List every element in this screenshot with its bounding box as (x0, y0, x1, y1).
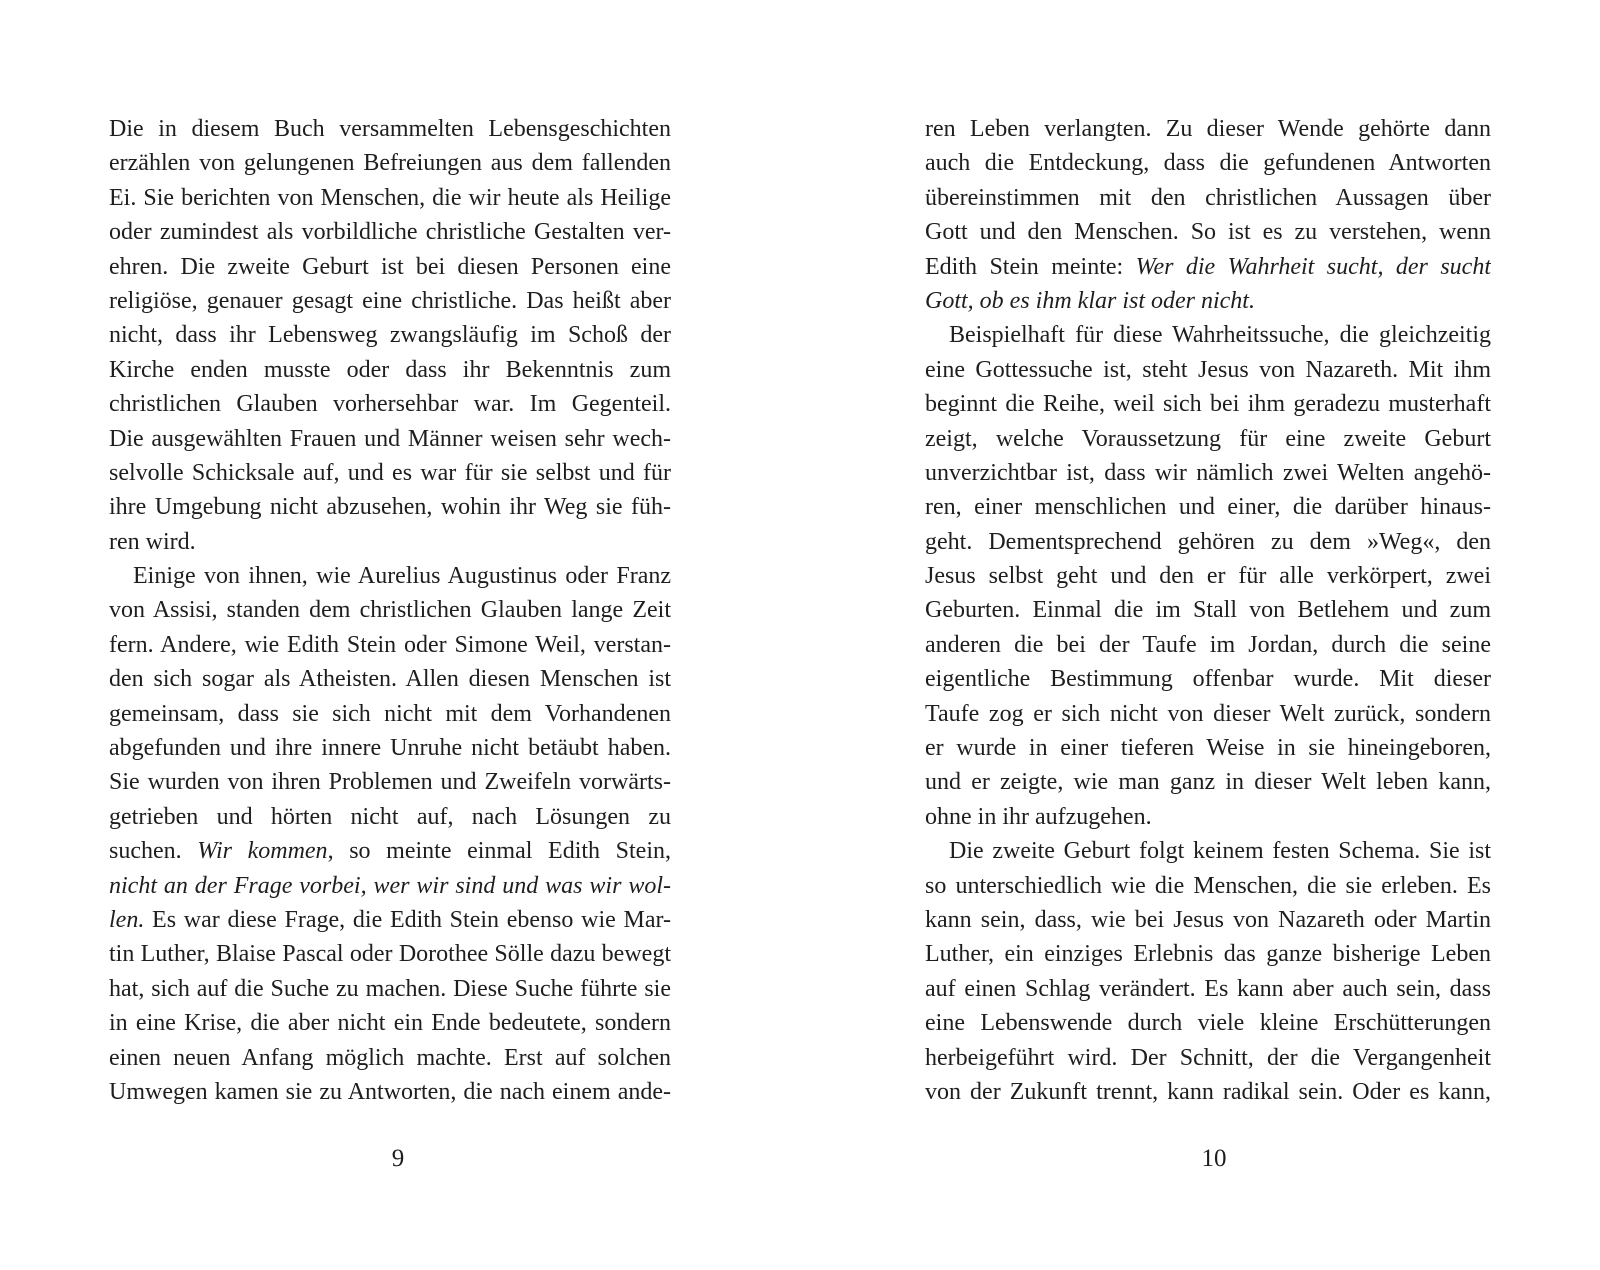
text-line (109, 387, 671, 421)
text-line (925, 456, 1491, 490)
text-segment: auf einen Schlag verändert. Es kann aber auch sein, dass (925, 975, 1491, 1002)
text-line (109, 250, 671, 284)
italic-text: len. (109, 906, 145, 933)
text-segment: selvolle Schicksale auf, und es war für sie selbst und für (109, 459, 671, 486)
text-line (109, 456, 671, 490)
text-segment: geht. Dementsprechend gehören zu dem »Weg«, den (925, 528, 1491, 555)
text-segment: von der Zukunft trennt, kann radikal sein. Oder es kann, (925, 1078, 1491, 1105)
text-segment: zeigt, welche Voraussetzung für eine zweite Geburt (925, 425, 1491, 452)
text-line (925, 490, 1491, 524)
text-segment: religiöse, genauer gesagt eine christliche. Das heißt aber (109, 287, 671, 314)
text-line (109, 869, 671, 903)
text-line (925, 765, 1491, 799)
text-line (925, 593, 1491, 627)
text-line (925, 250, 1491, 284)
text-segment: nicht, dass ihr Lebensweg zwangsläufig im Schoß der (109, 322, 671, 349)
text-segment: oder zumindest als vorbildliche christliche Gestalten ver- (109, 219, 671, 246)
text-line (109, 112, 671, 146)
text-segment: und er zeigte, wie man ganz in dieser Welt leben kann, (925, 769, 1491, 796)
text-line (109, 1006, 671, 1040)
text-line (109, 937, 671, 971)
text-line (109, 800, 671, 834)
page-number-right: 10 (1201, 1145, 1227, 1172)
text-segment: auch die Entdeckung, dass die gefundenen Antworten (925, 150, 1491, 177)
text-segment: erzählen von gelungenen Befreiungen aus dem fallenden (109, 150, 671, 177)
text-segment: er wurde in einer tieferen Weise in sie hineingeboren, (925, 735, 1491, 762)
text-line (925, 525, 1491, 559)
text-segment: Taufe zog er sich nicht von dieser Welt zurück, sondern (925, 700, 1491, 727)
text-line (925, 146, 1491, 180)
text-segment: Die ausgewählten Frauen und Männer weisen sehr wech- (109, 425, 671, 452)
text-line (925, 937, 1491, 971)
text-segment: ren wird. (109, 528, 196, 555)
text-segment: Es war diese Frage, die Edith Stein ebenso wie Mar- (144, 906, 671, 933)
text-segment: Einige von ihnen, wie Aurelius Augustinus oder Franz (133, 563, 671, 590)
text-segment: übereinstimmen mit den christlichen Aussagen über (925, 184, 1491, 211)
text-line (109, 1041, 671, 1075)
text-segment: in eine Krise, die aber nicht ein Ende bedeutete, sondern (109, 1010, 671, 1037)
text-line (109, 181, 671, 215)
text-line (925, 1041, 1491, 1075)
text-line (109, 628, 671, 662)
text-segment: beginnt die Reihe, weil sich bei ihm geradezu musterhaft (925, 391, 1491, 418)
text-segment: eigentliche Bestimmung offenbar wurde. Mit dieser (925, 666, 1491, 693)
text-line (925, 1006, 1491, 1040)
text-segment: Edith Stein meinte: (925, 253, 1136, 280)
text-segment: Geburten. Einmal die im Stall von Betlehem und zum (925, 597, 1491, 624)
text-line (109, 834, 671, 868)
text-line (925, 387, 1491, 421)
text-line (925, 422, 1491, 456)
text-segment: anderen die bei der Taufe im Jordan, durch die seine (925, 631, 1491, 658)
text-line (109, 593, 671, 627)
text-segment: einen neuen Anfang möglich machte. Erst auf solchen (109, 1044, 671, 1071)
page-number-left: 9 (391, 1145, 405, 1172)
text-line (109, 972, 671, 1006)
text-segment: so unterschiedlich wie die Menschen, die sie erleben. Es (925, 872, 1491, 899)
text-segment: abgefunden und ihre innere Unruhe nicht betäubt haben. (109, 735, 671, 762)
text-segment: Sie wurden von ihren Problemen und Zweifeln vorwärts- (109, 769, 671, 796)
text-line (109, 662, 671, 696)
text-segment: Umwegen kamen sie zu Antworten, die nach einem ande- (109, 1078, 671, 1105)
text-segment: christlichen Glauben vorhersehbar war. Im Gegenteil. (109, 391, 671, 418)
text-line (109, 353, 671, 387)
text-segment: tin Luther, Blaise Pascal oder Dorothee Sölle dazu bewegt (109, 941, 671, 968)
text-line (109, 318, 671, 352)
italic-text: Gott, ob es ihm klar ist oder nicht. (925, 287, 1255, 314)
text-segment: Jesus selbst geht und den er für alle verkörpert, zwei (925, 563, 1491, 590)
text-segment: den sich sogar als Atheisten. Allen diesen Menschen ist (109, 666, 671, 693)
text-line (925, 284, 1491, 318)
text-segment: ren, einer menschlichen und einer, die darüber hinaus- (925, 494, 1491, 521)
text-line (109, 525, 671, 559)
text-line (925, 662, 1491, 696)
text-line (925, 731, 1491, 765)
text-segment: getrieben und hörten nicht auf, nach Lösungen zu (109, 803, 671, 830)
text-segment: suchen. (109, 838, 198, 865)
text-segment: fern. Andere, wie Edith Stein oder Simone Weil, verstan- (109, 631, 671, 658)
text-segment: , so meinte einmal Edith Stein, (327, 838, 671, 865)
text-line (925, 834, 1491, 868)
text-line (925, 112, 1491, 146)
text-segment: eine Gottessuche ist, steht Jesus von Nazareth. Mit ihm (925, 356, 1491, 383)
text-segment: Beispielhaft für diese Wahrheitssuche, die gleichzeitig (949, 322, 1491, 349)
text-segment: von Assisi, standen dem christlichen Glauben lange Zeit (109, 597, 671, 624)
text-line (109, 903, 671, 937)
text-line (925, 628, 1491, 662)
text-segment: ehren. Die zweite Geburt ist bei diesen Personen eine (109, 253, 671, 280)
text-line (109, 731, 671, 765)
text-segment: kann sein, dass, wie bei Jesus von Nazareth oder Martin (925, 906, 1491, 933)
text-segment: Die zweite Geburt folgt keinem festen Schema. Sie ist (949, 838, 1491, 865)
text-line (109, 697, 671, 731)
text-line (925, 181, 1491, 215)
text-line (109, 284, 671, 318)
text-line (109, 765, 671, 799)
text-line (109, 215, 671, 249)
left-page-body (109, 112, 671, 1109)
right-page-body (925, 112, 1491, 1109)
text-line (925, 559, 1491, 593)
text-line (925, 1075, 1491, 1109)
text-segment: Ei. Sie berichten von Menschen, die wir heute als Heilige (109, 184, 671, 211)
text-segment: eine Lebenswende durch viele kleine Erschütterungen (925, 1010, 1491, 1037)
text-segment: ihre Umgebung nicht abzusehen, wohin ihr Weg sie füh- (109, 494, 671, 521)
text-segment: gemeinsam, dass sie sich nicht mit dem Vorhandenen (109, 700, 671, 727)
italic-text: nicht an der Frage vorbei, wer wir sind und was wir wol- (109, 872, 671, 899)
text-segment: herbeigeführt wird. Der Schnitt, der die Vergangenheit (925, 1044, 1491, 1071)
text-line (109, 146, 671, 180)
italic-text: Wir kommen (197, 838, 328, 865)
text-segment: Die in diesem Buch versammelten Lebensgeschichten (109, 116, 671, 142)
text-line (925, 800, 1491, 834)
text-segment: unverzichtbar ist, dass wir nämlich zwei Welten angehö- (925, 459, 1491, 486)
text-line (109, 490, 671, 524)
text-line (925, 697, 1491, 731)
text-line (925, 869, 1491, 903)
text-line (925, 353, 1491, 387)
text-line (925, 318, 1491, 352)
italic-text: Wer die Wahrheit sucht, der sucht (1135, 253, 1491, 280)
text-line (925, 215, 1491, 249)
text-line (109, 559, 671, 593)
text-segment: Gott und den Menschen. So ist es zu verstehen, wenn (925, 219, 1491, 246)
text-segment: ren Leben verlangten. Zu dieser Wende gehörte dann (925, 116, 1491, 142)
text-segment: Luther, ein einziges Erlebnis das ganze bisherige Leben (925, 941, 1491, 968)
text-line (925, 972, 1491, 1006)
text-segment: hat, sich auf die Suche zu machen. Diese Suche führte sie (109, 975, 671, 1002)
text-line (925, 903, 1491, 937)
text-line (109, 1075, 671, 1109)
text-segment: ohne in ihr aufzugehen. (925, 803, 1152, 830)
text-segment: Kirche enden musste oder dass ihr Bekenntnis zum (109, 356, 671, 383)
text-line (109, 422, 671, 456)
